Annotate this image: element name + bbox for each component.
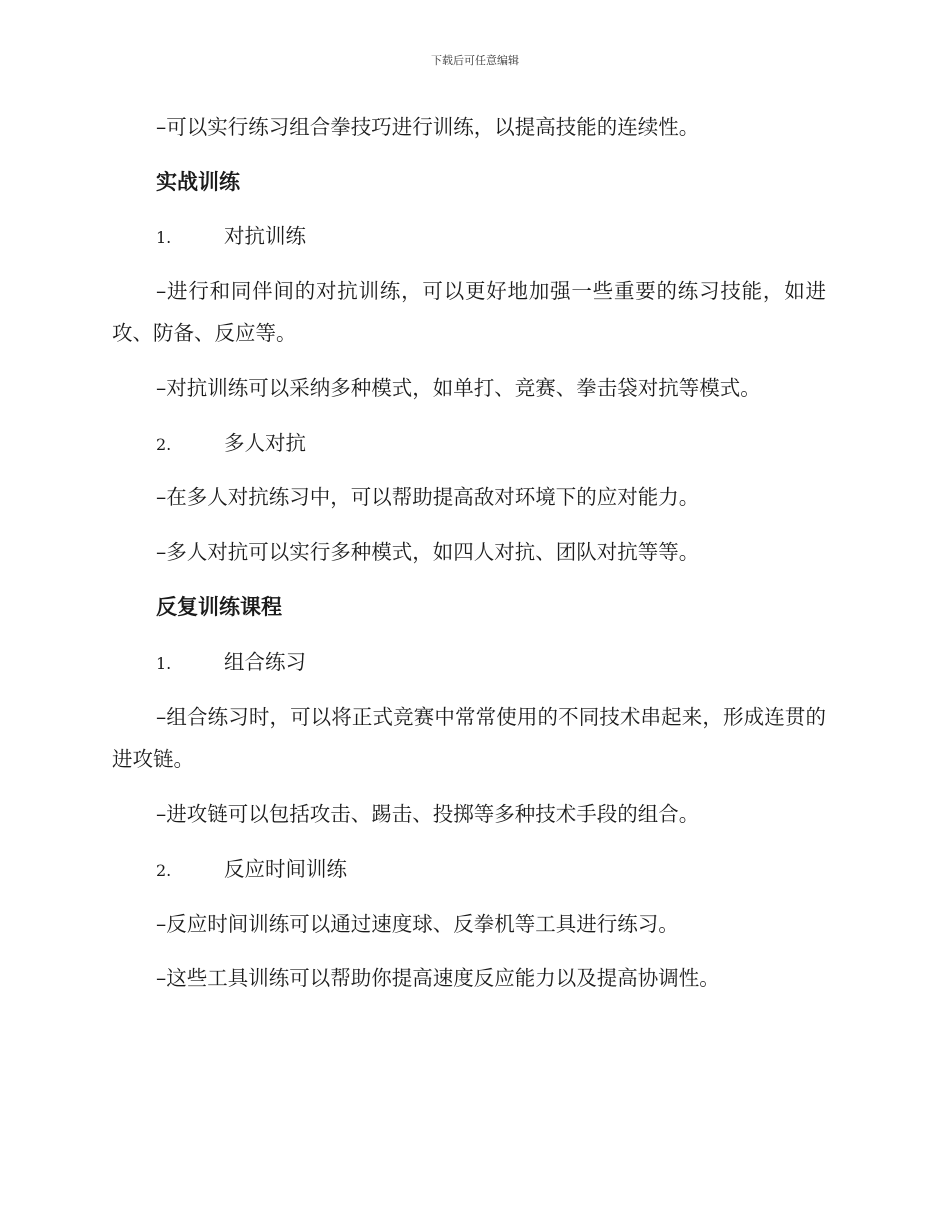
- paragraph-sparring-partner: –进行和同伴间的对抗训练，可以更好地加强一些重要的练习技能，如进攻、防备、反应等。: [112, 279, 826, 345]
- paragraph-attack-chain: –进攻链可以包括攻击、踢击、投掷等多种技术手段的组合。: [156, 802, 700, 826]
- list-number: 2.: [156, 861, 172, 880]
- list-item-title: 对抗训练: [224, 224, 306, 248]
- paragraph-multi-person-modes: –多人对抗可以实行多种模式，如四人对抗、团队对抗等等。: [156, 540, 700, 564]
- list-item-title: 反应时间训练: [224, 857, 347, 881]
- paragraph-multi-person-ability: –在多人对抗练习中，可以帮助提高敌对环境下的应对能力。: [156, 485, 700, 509]
- paragraph-reaction-tools: –反应时间训练可以通过速度球、反拳机等工具进行练习。: [156, 912, 679, 936]
- list-item-reaction-time: [112, 848, 870, 892]
- page-header: 下载后可任意编辑: [431, 54, 519, 67]
- paragraph-tools-benefit: –这些工具训练可以帮助你提高速度反应能力以及提高协调性。: [156, 966, 720, 990]
- paragraph-combination-chain: –组合练习时，可以将正式竞赛中常常使用的不同技术串起来，形成连贯的进攻链。: [112, 705, 826, 771]
- list-number: 2.: [156, 435, 172, 454]
- section-heading-combat-training: 实战训练: [156, 170, 240, 194]
- list-item-multi-person: [112, 422, 870, 466]
- list-item-title: 组合练习: [224, 650, 306, 674]
- list-item-combination: [112, 641, 870, 685]
- paragraph-sparring-modes: –对抗训练可以采纳多种模式，如单打、竞赛、拳击袋对抗等模式。: [156, 376, 761, 400]
- paragraph-combo-technique: –可以实行练习组合拳技巧进行训练，以提高技能的连续性。: [156, 115, 700, 139]
- section-heading-repeat-training: 反复训练课程: [156, 595, 282, 619]
- list-number: 1.: [156, 654, 172, 673]
- list-number: 1.: [156, 228, 172, 247]
- list-item-sparring: [112, 215, 870, 259]
- list-item-title: 多人对抗: [224, 431, 306, 455]
